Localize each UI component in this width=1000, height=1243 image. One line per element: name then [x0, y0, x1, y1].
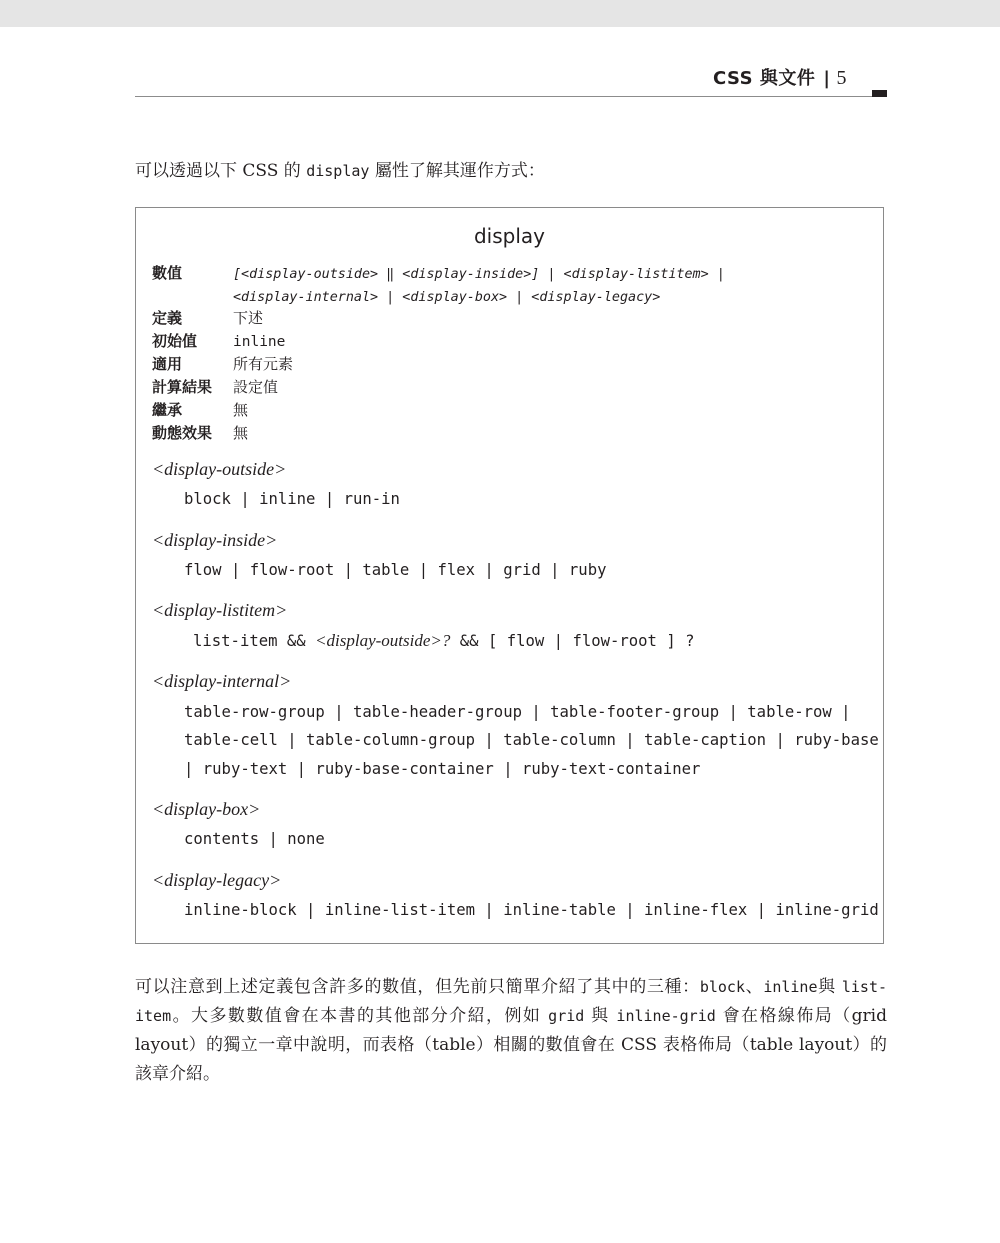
row-value: 下述	[233, 309, 264, 327]
grammar-heading: <display-legacy>	[152, 870, 282, 890]
value-syntax-line: [<display-outside> ‖ <display-inside>] | <display-listitem> |	[233, 267, 725, 282]
property-title: display	[473, 224, 545, 248]
header-separator: |	[823, 68, 831, 89]
value-row-continued	[233, 285, 660, 309]
value-syntax-line: <display-internal> | <display-box> | <display-legacy>	[233, 290, 661, 305]
animatable-row	[152, 422, 248, 445]
body-text: 可以注意到上述定義包含許多的數值，但先前只簡單介紹了其中的三種：	[135, 977, 700, 997]
row-label: 動態效果	[152, 424, 213, 442]
row-label: 定義	[152, 309, 183, 327]
row-label: 初始值	[152, 332, 198, 350]
grammar-line: table-row-group | table-header-group | table-footer-group | table-row |	[184, 703, 851, 721]
body-paragraph	[135, 973, 887, 1089]
page-number: 5	[836, 67, 847, 89]
grammar-heading: <display-internal>	[152, 671, 292, 691]
grammar-heading: <display-box>	[152, 799, 261, 819]
row-value: 設定值	[233, 378, 279, 396]
body-code: list-item	[135, 978, 888, 1025]
intro-text: 可以透過以下 CSS 的	[135, 161, 307, 181]
row-value: 所有元素	[233, 355, 294, 373]
body-code: inline-grid	[616, 1007, 716, 1025]
value-row	[152, 262, 725, 286]
grammar-line: | ruby-text | ruby-base-container | ruby-text-container	[184, 760, 701, 778]
grammar-heading: <display-inside>	[152, 530, 278, 550]
grammar-line: flow | flow-root | table | flex | grid | ruby	[184, 561, 607, 579]
inherited-row	[152, 399, 248, 422]
intro-text: 屬性了解其運作方式：	[369, 161, 545, 181]
row-value: inline	[233, 334, 286, 350]
body-text: 。大多數數值會在本書的其他部分介紹，例如	[171, 1006, 549, 1026]
body-text: 與	[817, 977, 842, 997]
row-value: 無	[233, 401, 249, 419]
property-reference-box	[135, 207, 884, 944]
row-value: 無	[233, 424, 249, 442]
body-code: grid	[548, 1007, 585, 1025]
initial-value-row	[152, 330, 285, 354]
running-header	[135, 66, 885, 97]
grammar-text: list-item &&	[193, 632, 316, 650]
grammar-text: && [ flow | flow-root ] ?	[450, 632, 695, 650]
definition-row	[152, 307, 263, 330]
chapter-title: CSS 與文件	[712, 68, 816, 89]
value-label: 數值	[152, 264, 183, 282]
grammar-line: inline-block | inline-list-item | inline-table | inline-flex | inline-grid	[184, 901, 879, 919]
grammar-line	[193, 627, 695, 656]
running-title	[713, 66, 847, 91]
applies-to-row	[152, 353, 293, 376]
grammar-heading: <display-listitem>	[152, 600, 288, 620]
intro-paragraph	[135, 157, 887, 186]
computed-value-row	[152, 376, 278, 399]
intro-code: display	[306, 162, 370, 180]
header-marker	[872, 90, 887, 97]
grammar-reference: <display-outside>?	[315, 631, 451, 650]
row-label: 適用	[152, 355, 183, 373]
body-code: inline	[763, 978, 818, 996]
grammar-heading: <display-outside>	[152, 459, 287, 479]
body-text: 與	[584, 1006, 617, 1026]
row-label: 計算結果	[152, 378, 213, 396]
body-code: block	[699, 978, 745, 996]
body-text: 、	[745, 977, 764, 997]
body-text: 會在格線佈局（grid layout）的獨立一章中說明，而表格（table）相關的數值會在 CSS 表格佈局（table layout）的該章介紹。	[135, 1006, 888, 1084]
grammar-line: table-cell | table-column-group | table-column | table-caption | ruby-base	[184, 731, 879, 749]
row-label: 繼承	[152, 401, 183, 419]
top-strip	[0, 0, 1000, 27]
grammar-line: contents | none	[184, 830, 325, 848]
grammar-line: block | inline | run-in	[184, 490, 400, 508]
